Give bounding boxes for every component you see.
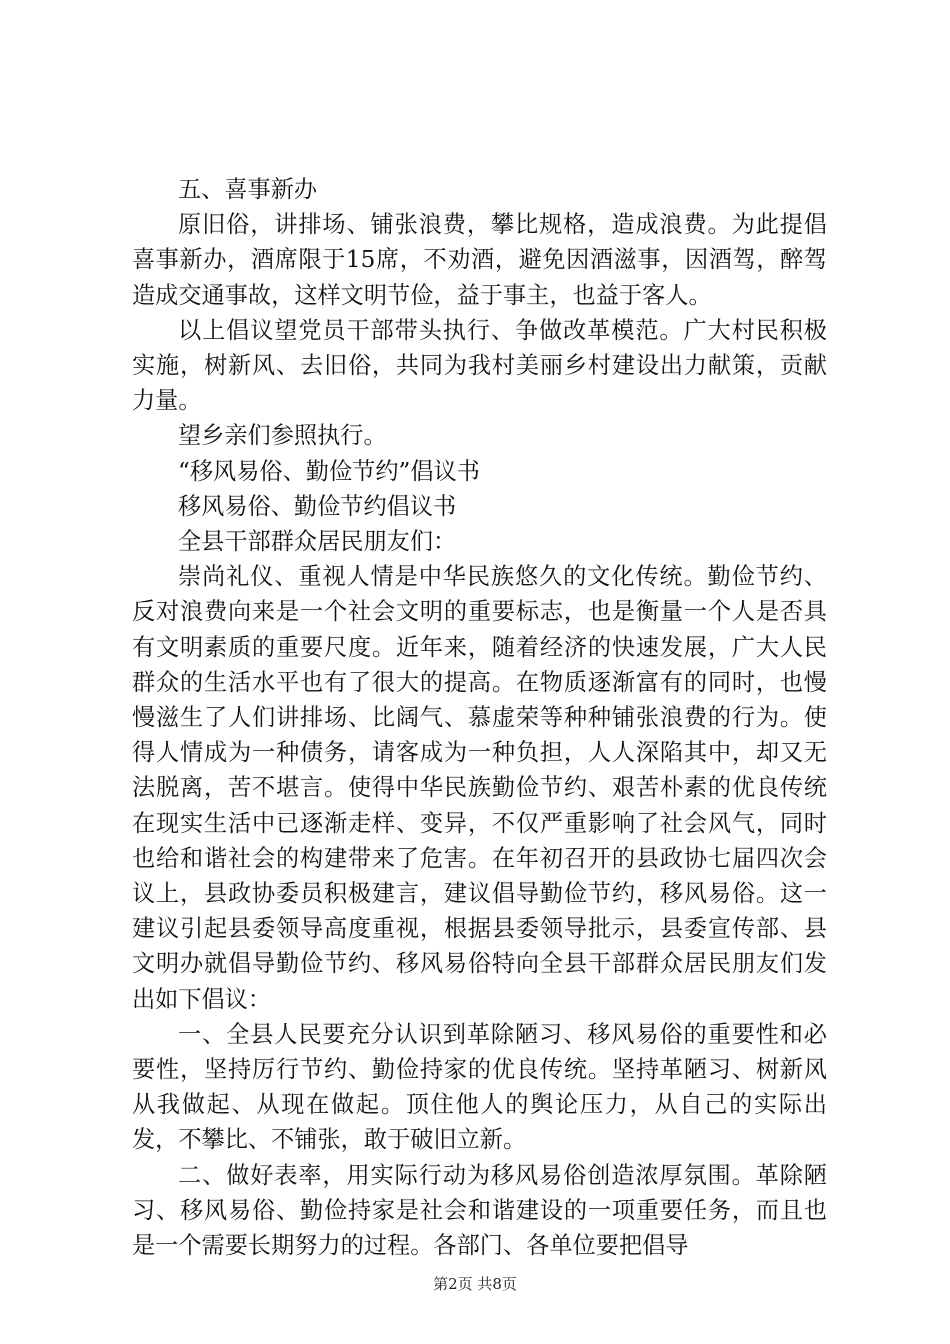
page-footer: 第2页 共8页: [433, 1275, 517, 1293]
salutation: 全县干部群众居民朋友们：: [178, 528, 457, 556]
paragraph: 望乡亲们参照执行。: [178, 422, 387, 450]
paragraph: 一、全县人民要充分认识到革除陋习、移风易俗的重要性和必要性，坚持厉行节约、勤俭持家的优良传统。坚持革陋习、树新风从我做起、从现在做起。顶住他人的舆论压力，从自己的实际出发，不攀比、不铺张，敢于破旧立新。: [132, 1020, 827, 1154]
paragraph: 崇尚礼仪、重视人情是中华民族悠久的文化传统。勤俭节约、反对浪费向来是一个社会文明的重要标志，也是衡量一个人是否具有文明素质的重要尺度。近年来，随着经济的快速发展，广大人民群众的生活水平也有了很大的提高。在物质逐渐富有的同时，也慢慢滋生了人们讲排场、比阔气、慕虚荣等种种铺张浪费的行为。使得人情成为一种债务，请客成为一种负担，人人深陷其中，却又无法脱离，苦不堪言。使得中华民族勤俭节约、艰苦朴素的优良传统在现实生活中已逐渐走样、变异，不仅严重影响了社会风气，同时也给和谐社会的构建带来了危害。在年初召开的县政协七届四次会议上，县政协委员积极建言，建议倡导勤俭节约，移风易俗。这一建议引起县委领导高度重视，根据县委领导批示，县委宣传部、县文明办就倡导勤俭节约、移风易俗特向全县干部群众居民朋友们发出如下倡议：: [132, 563, 827, 1013]
proposal-title: 移风易俗、勤俭节约倡议书: [178, 492, 457, 520]
document-body: [132, 172, 827, 1263]
paragraph-heading-5: 五、喜事新办: [178, 176, 318, 203]
paragraph: 原旧俗，讲排场、铺张浪费，攀比规格，造成浪费。为此提倡喜事新办，酒席限于15席，不劝酒，避免因酒滋事，因酒驾，醉驾造成交通事故，这样文明节俭，益于事主，也益于客人。: [132, 211, 827, 309]
paragraph: 以上倡议望党员干部带头执行、争做改革模范。广大村民积极实施，树新风、去旧俗，共同为我村美丽乡村建设出力献策，贡献力量。: [132, 316, 827, 415]
paragraph: 二、做好表率，用实际行动为移风易俗创造浓厚氛围。革除陋习、移风易俗、勤俭持家是社会和谐建设的一项重要任务，而且也是一个需要长期努力的过程。各部门、各单位要把倡导: [132, 1161, 827, 1260]
proposal-title-quoted: “移风易俗、勤俭节约”倡议书: [178, 457, 480, 485]
